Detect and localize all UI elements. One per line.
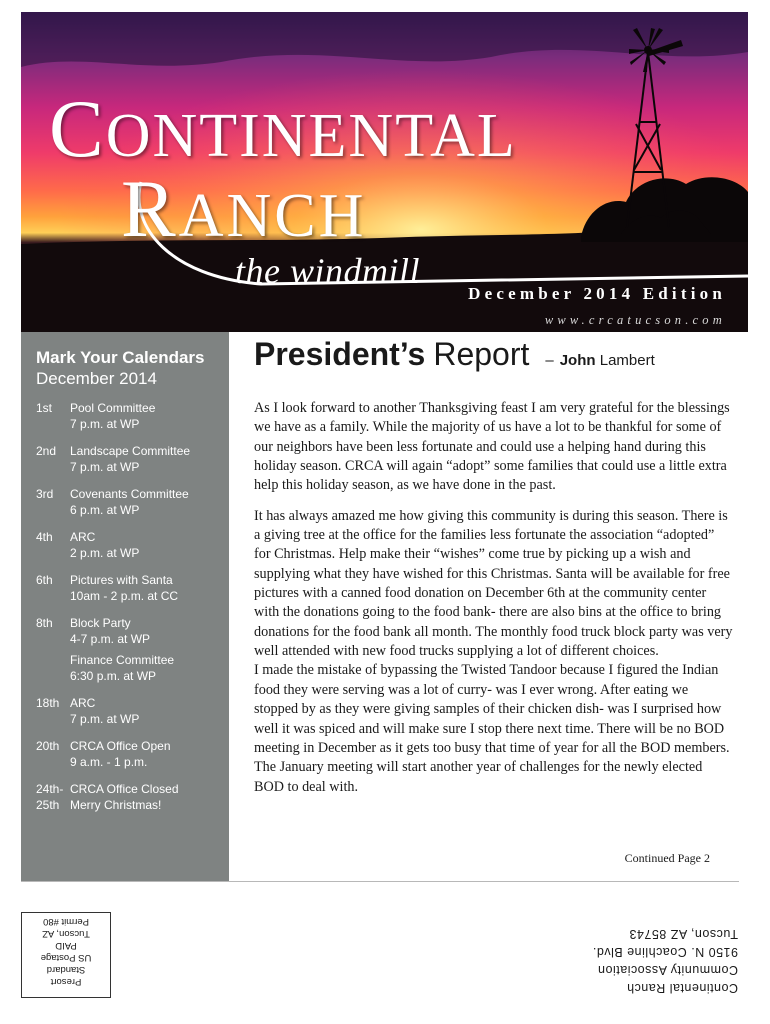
continued-note: Continued Page 2 (624, 851, 710, 865)
title-initial-c: C (49, 83, 106, 174)
article-title-bold: President’s (254, 336, 426, 372)
postage-line: Standard (46, 964, 86, 975)
masthead-title-line1 (49, 83, 517, 174)
event-day: 20th (36, 739, 60, 754)
masthead-title-line2 (121, 163, 367, 254)
event-day: 18th (36, 696, 60, 711)
calendar-sidebar (21, 332, 229, 882)
byline-dash: – (545, 352, 554, 369)
article-heading (254, 336, 734, 373)
return-address (568, 925, 738, 997)
title-word-ranch: ANCH (178, 182, 367, 250)
postage-line: Presort (50, 976, 82, 987)
event-day: 24th- 25th (36, 782, 64, 813)
postage-line: Tucson, AZ (42, 928, 90, 939)
event-text: Covenants Committee 6 p.m. at WP (70, 487, 189, 518)
newsletter-subtitle: the windmill (235, 251, 420, 291)
masthead-banner (21, 12, 748, 332)
article-byline (560, 352, 655, 369)
article-paragraph: As I look forward to another Thanksgiving feast I am very grateful for the blessings we have as a family. While the majority of us have a lot to be thankful for some of our neighbors have been less fortunate and could use a helping hand during this holiday season. CRCA will again “adopt” some families that could use a little extra help this holiday season, as we have done in the past. (254, 400, 730, 494)
calendar-event (36, 443, 217, 475)
article-paragraph: I made the mistake of bypassing the Twisted Tandoor because I figured the Indian food they were serving was a lot of curry- was I ever wrong. After eating we stopped by as they were giving samples of their chicken dish- was I surprised how well it was spiced and will make sure I stop there next time. There will be no BOD meeting in December as it gets too busy that time of year for all the BOD members. The January meeting will start another year of challenges for the newly elected BOD to deal with. (254, 662, 730, 795)
calendar-event (36, 486, 217, 518)
calendar-month: December 2014 (36, 369, 157, 389)
postage-line: US Postage (40, 952, 92, 963)
presidents-report (254, 336, 734, 808)
postage-line: Permit #80 (43, 916, 89, 927)
event-day: 2nd (36, 444, 57, 459)
edition-label: December 2014 Edition (468, 284, 726, 303)
event-day: 4th (36, 530, 53, 545)
event-day: 1st (36, 401, 53, 416)
website-link[interactable]: www.crcatucson.com (544, 313, 726, 327)
event-day: 3rd (36, 487, 54, 502)
calendar-event (36, 529, 217, 561)
address-line: Continental Ranch (626, 981, 738, 995)
calendar-event (36, 738, 217, 770)
event-text: Landscape Committee 7 p.m. at WP (70, 444, 191, 475)
event-text: CRCA Office Closed Merry Christmas! (70, 782, 179, 813)
event-text: CRCA Office Open 9 a.m. - 1 p.m. (70, 739, 171, 770)
divider (21, 881, 739, 882)
calendar-event (36, 695, 217, 727)
calendar-event (36, 400, 217, 432)
address-line: Community Association (597, 963, 738, 977)
calendar-event (36, 781, 217, 813)
calendar-event (36, 615, 217, 647)
event-text: Pictures with Santa 10am - 2 p.m. at CC (70, 573, 179, 604)
calendar-title: Mark Your Calendars (36, 348, 205, 367)
address-line: 9150 N. Coachline Blvd. (592, 945, 738, 959)
event-text: ARC 2 p.m. at WP (70, 530, 140, 561)
event-day (36, 652, 70, 684)
postage-indicia (21, 912, 111, 998)
calendar-event (36, 652, 217, 684)
article-paragraph: It has always amazed me how giving this community is during this season. There is a giving tree at the office for the families less fortunate the association “adopted” for Christmas. Help make their “wishes” come true by picking up a wish and supplying what they have wished for this Christmas. Santa will be available for free pictures with a canned food donation on December 6th at the community center with the donations going to the food bank- there are also bins at the office to bring donations for the food bank all month. The monthly food truck block party was very well attended with new food trucks supplying a lot of different choices. (254, 507, 733, 660)
event-day: 6th (36, 573, 53, 588)
calendar-event (36, 572, 217, 604)
author-first-name: John (559, 352, 596, 369)
author-last-name: Lambert (599, 352, 655, 369)
address-line: Tucson, AZ 85743 (629, 927, 738, 941)
article-title-light: Report (433, 336, 530, 372)
event-text: Finance Committee 6:30 p.m. at WP (70, 653, 175, 684)
title-initial-r: R (121, 163, 179, 254)
event-day: 8th (36, 616, 53, 631)
title-word-continental: ONTINENTAL (105, 102, 517, 170)
event-text: Pool Committee 7 p.m. at WP (70, 401, 156, 432)
event-text: Block Party 4-7 p.m. at WP (70, 616, 151, 647)
postage-line: PAID (55, 940, 77, 951)
event-text: ARC 7 p.m. at WP (70, 696, 140, 727)
